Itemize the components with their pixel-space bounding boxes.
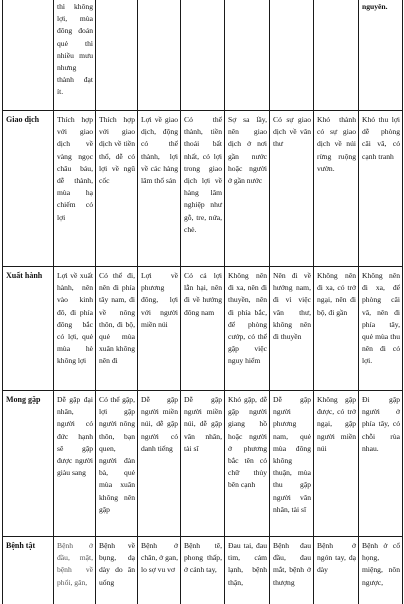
table-cell [314,0,359,111]
table-cell: Bệnh tê, phong thấp, ở cánh tay, [181,537,225,604]
table-cell [270,0,314,111]
table-cell: Đau tai, đau tim, cảm lạnh, bệnh thận, [225,537,270,604]
table-cell: nguyên. [359,0,403,111]
row-label: Bệnh tật [3,537,54,604]
table-row-continuation [3,0,403,111]
table-row-mong-gap [3,391,403,537]
table-cell: Khó thành có sự giao dịch về núi rừng ruộng vườn. [314,111,359,267]
table-cell: Sợ sa lầy, nên giao dịch ở nơi gần nước hoặc người ở gần nước [225,111,270,267]
table-cell: Bệnh ở chân, ở gan, lo sợ vu vơ [138,537,181,604]
table-cell: Dễ gặp người phương nam, quẻ mùa đông không thuận, mùa thu gặp người văn nhân, tài sĩ [270,391,314,537]
table-cell: Lợi về xuất hành, nên vào kinh đô, đi phía đông bắc có lợi, quẻ mùa hè không lợi [54,267,96,391]
table-cell: Có cả lợi lẫn hại, nên đi về hướng đông nam [181,267,225,391]
table-cell: Thích hợp với giao dịch về tiền thổ, dễ có lợi về ngũ cốc [96,111,138,267]
table-cell: Có thể thành, tiền thoái bất nhất, có lợi trong giao dịch lợi về hàng lâm nghiệp như gỗ, tre, nứa, chè. [181,111,225,267]
table-cell: Thích hợp với giao dịch về vàng ngọc châu báu, dễ thành, mùa hạ chiếm có lợi [54,111,96,267]
table-cell: Không nên đi xa, có trở ngại, nên đi bộ, đi gần [314,267,359,391]
table-cell: Khó gặp, dễ gặp người giang hồ hoặc người ở phương bắc tên có chữ thủy bên cạnh [225,391,270,537]
table-cell [138,0,181,111]
table-cell: Khó thu lợi dễ phòng cãi vã, có cạnh tranh [359,111,403,267]
table-cell: Không nên đi xa, để phòng cãi vã, nên đi phía tây, quẻ mùa thu nên đi có lợi. [359,267,403,391]
row-label: Xuất hành [3,267,54,391]
row-label: Giao dịch [3,111,54,267]
table-cell: Có thể gặp, lợi gặp người nông thôn, bạn quen, người đàn bà, quẻ mùa xuân không nên gặp [96,391,138,537]
table-cell: Lợi về giao dịch, động có thể thành, lợi về các hàng lâm thổ sản [138,111,181,267]
table-cell: Đi gặp người ở phía tây, có chỗi rùa nhau. [359,391,403,537]
table-cell: Có sự giao dịch về văn thư [270,111,314,267]
table-cell: Không gặp được, có trở ngại, gặp người miền núi [314,391,359,537]
row-label: Mong gặp [3,391,54,537]
table-row-xuat-hanh [3,267,403,391]
table-cell: Bệnh về bụng, dạ dày do ăn uống [96,537,138,604]
row-label [3,0,54,111]
table-cell: thì không lợi, mùa đông đoán quẻ thì nhiều mưu nhưng thành đạt ít. [54,0,96,111]
table-cell: Bệnh ở ngón tay, dạ dày [314,537,359,604]
table-cell: Không nên đi xa, nên đi thuyền, nên đi phía bắc, để phòng cướp, có thể gặp việc nguy hiểm [225,267,270,391]
table-cell [225,0,270,111]
table-cell: Nên đi về hướng nam, đi vì việc văn thư, không nên đi thuyền [270,267,314,391]
table-row-benh-tat [3,537,403,604]
table-cell: Có thể đi, nên đi phía tây nam, đi về nông thôn, đi bộ, quẻ mùa xuân không nên đi [96,267,138,391]
table-cell: Bệnh đau đầu, đau mắt, bệnh ở thượng [270,537,314,604]
divination-table [2,0,403,604]
table-row-giao-dich [3,111,403,267]
table-cell: Bệnh ở đầu, mặt, bệnh về phổi, gân, [54,537,96,604]
table-cell: Dễ gặp đại nhân, người có đức hạnh sẽ gặp được người giàu sang [54,391,96,537]
table-cell: Dễ gặp người miền núi, dễ gặp người có danh tiếng [138,391,181,537]
table-cell [181,0,225,111]
table-cell: Lợi về phương đông, lợi với người miền núi [138,267,181,391]
table-cell: Dễ gặp người miền núi, dễ gặp văn nhân, tài sĩ [181,391,225,537]
table-cell [96,0,138,111]
table-cell: Bệnh ở cổ họng, miệng, nôn ngược, [359,537,403,604]
